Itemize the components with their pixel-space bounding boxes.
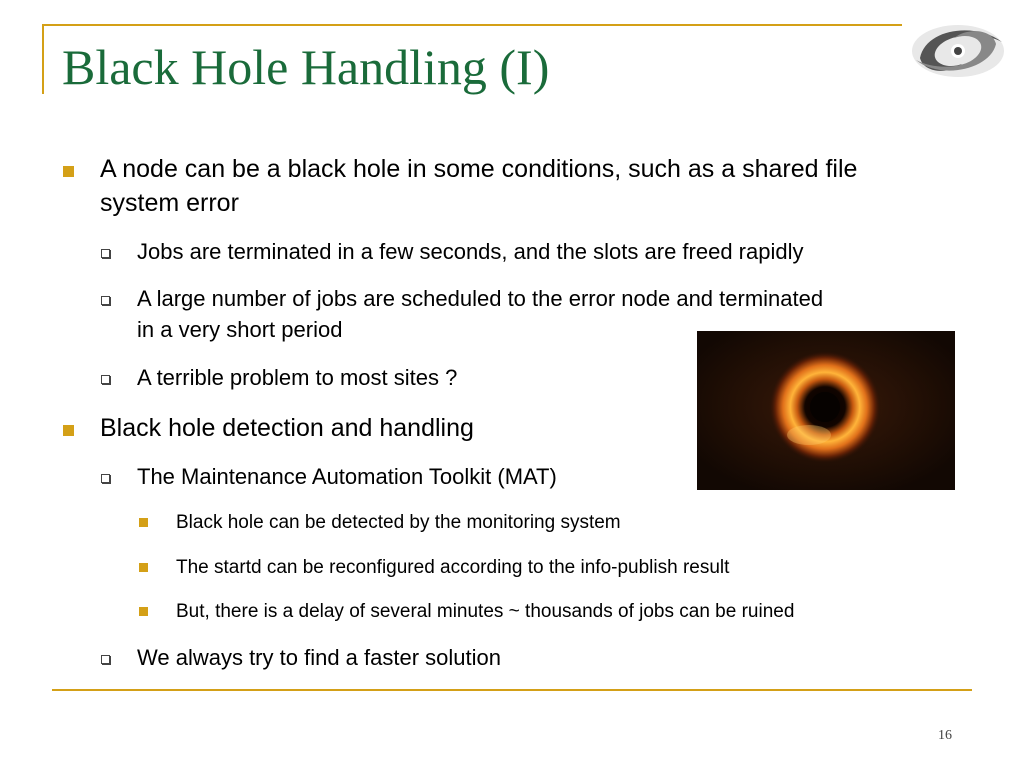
bottom-rule [52,689,972,691]
small-square-bullet-icon [139,607,148,616]
bullet-square-icon [63,166,74,177]
hollow-square-bullet-icon [101,655,110,664]
small-square-bullet-icon [139,518,148,527]
hollow-square-bullet-icon [101,249,110,258]
subbullet-text: We always try to find a faster solution [137,645,501,670]
small-square-bullet-icon [139,563,148,572]
page-number: 16 [938,728,952,743]
bullet-text-line2: system error [100,189,239,217]
subbullet-text: A terrible problem to most sites ? [137,365,458,390]
slide-title: Black Hole Handling (I) [62,39,550,95]
subsub-text: But, there is a delay of several minutes ~ thousands of jobs can be ruined [176,601,795,622]
bullet-square-icon [63,425,74,436]
institute-swirl-logo-icon [906,18,1010,84]
subsub-text: Black hole can be detected by the monitoring system [176,512,621,533]
bullet-text-line1: A node can be a black hole in some conditions, such as a shared file [100,155,858,183]
black-hole-photo-icon [697,331,955,490]
bullet-text: Black hole detection and handling [100,414,474,442]
frame-left-rule [42,24,44,94]
subbullet-text: The Maintenance Automation Toolkit (MAT) [137,464,557,489]
hollow-square-bullet-icon [101,474,110,483]
hollow-square-bullet-icon [101,296,110,305]
frame-top-rule [42,24,902,26]
subbullet-text-line2: in a very short period [137,317,343,342]
subbullet-text-line1: A large number of jobs are scheduled to the error node and terminated [137,286,824,311]
subsub-text: The startd can be reconfigured according to the info-publish result [176,557,730,578]
hollow-square-bullet-icon [101,375,110,384]
subbullet-text: Jobs are terminated in a few seconds, and the slots are freed rapidly [137,239,804,264]
